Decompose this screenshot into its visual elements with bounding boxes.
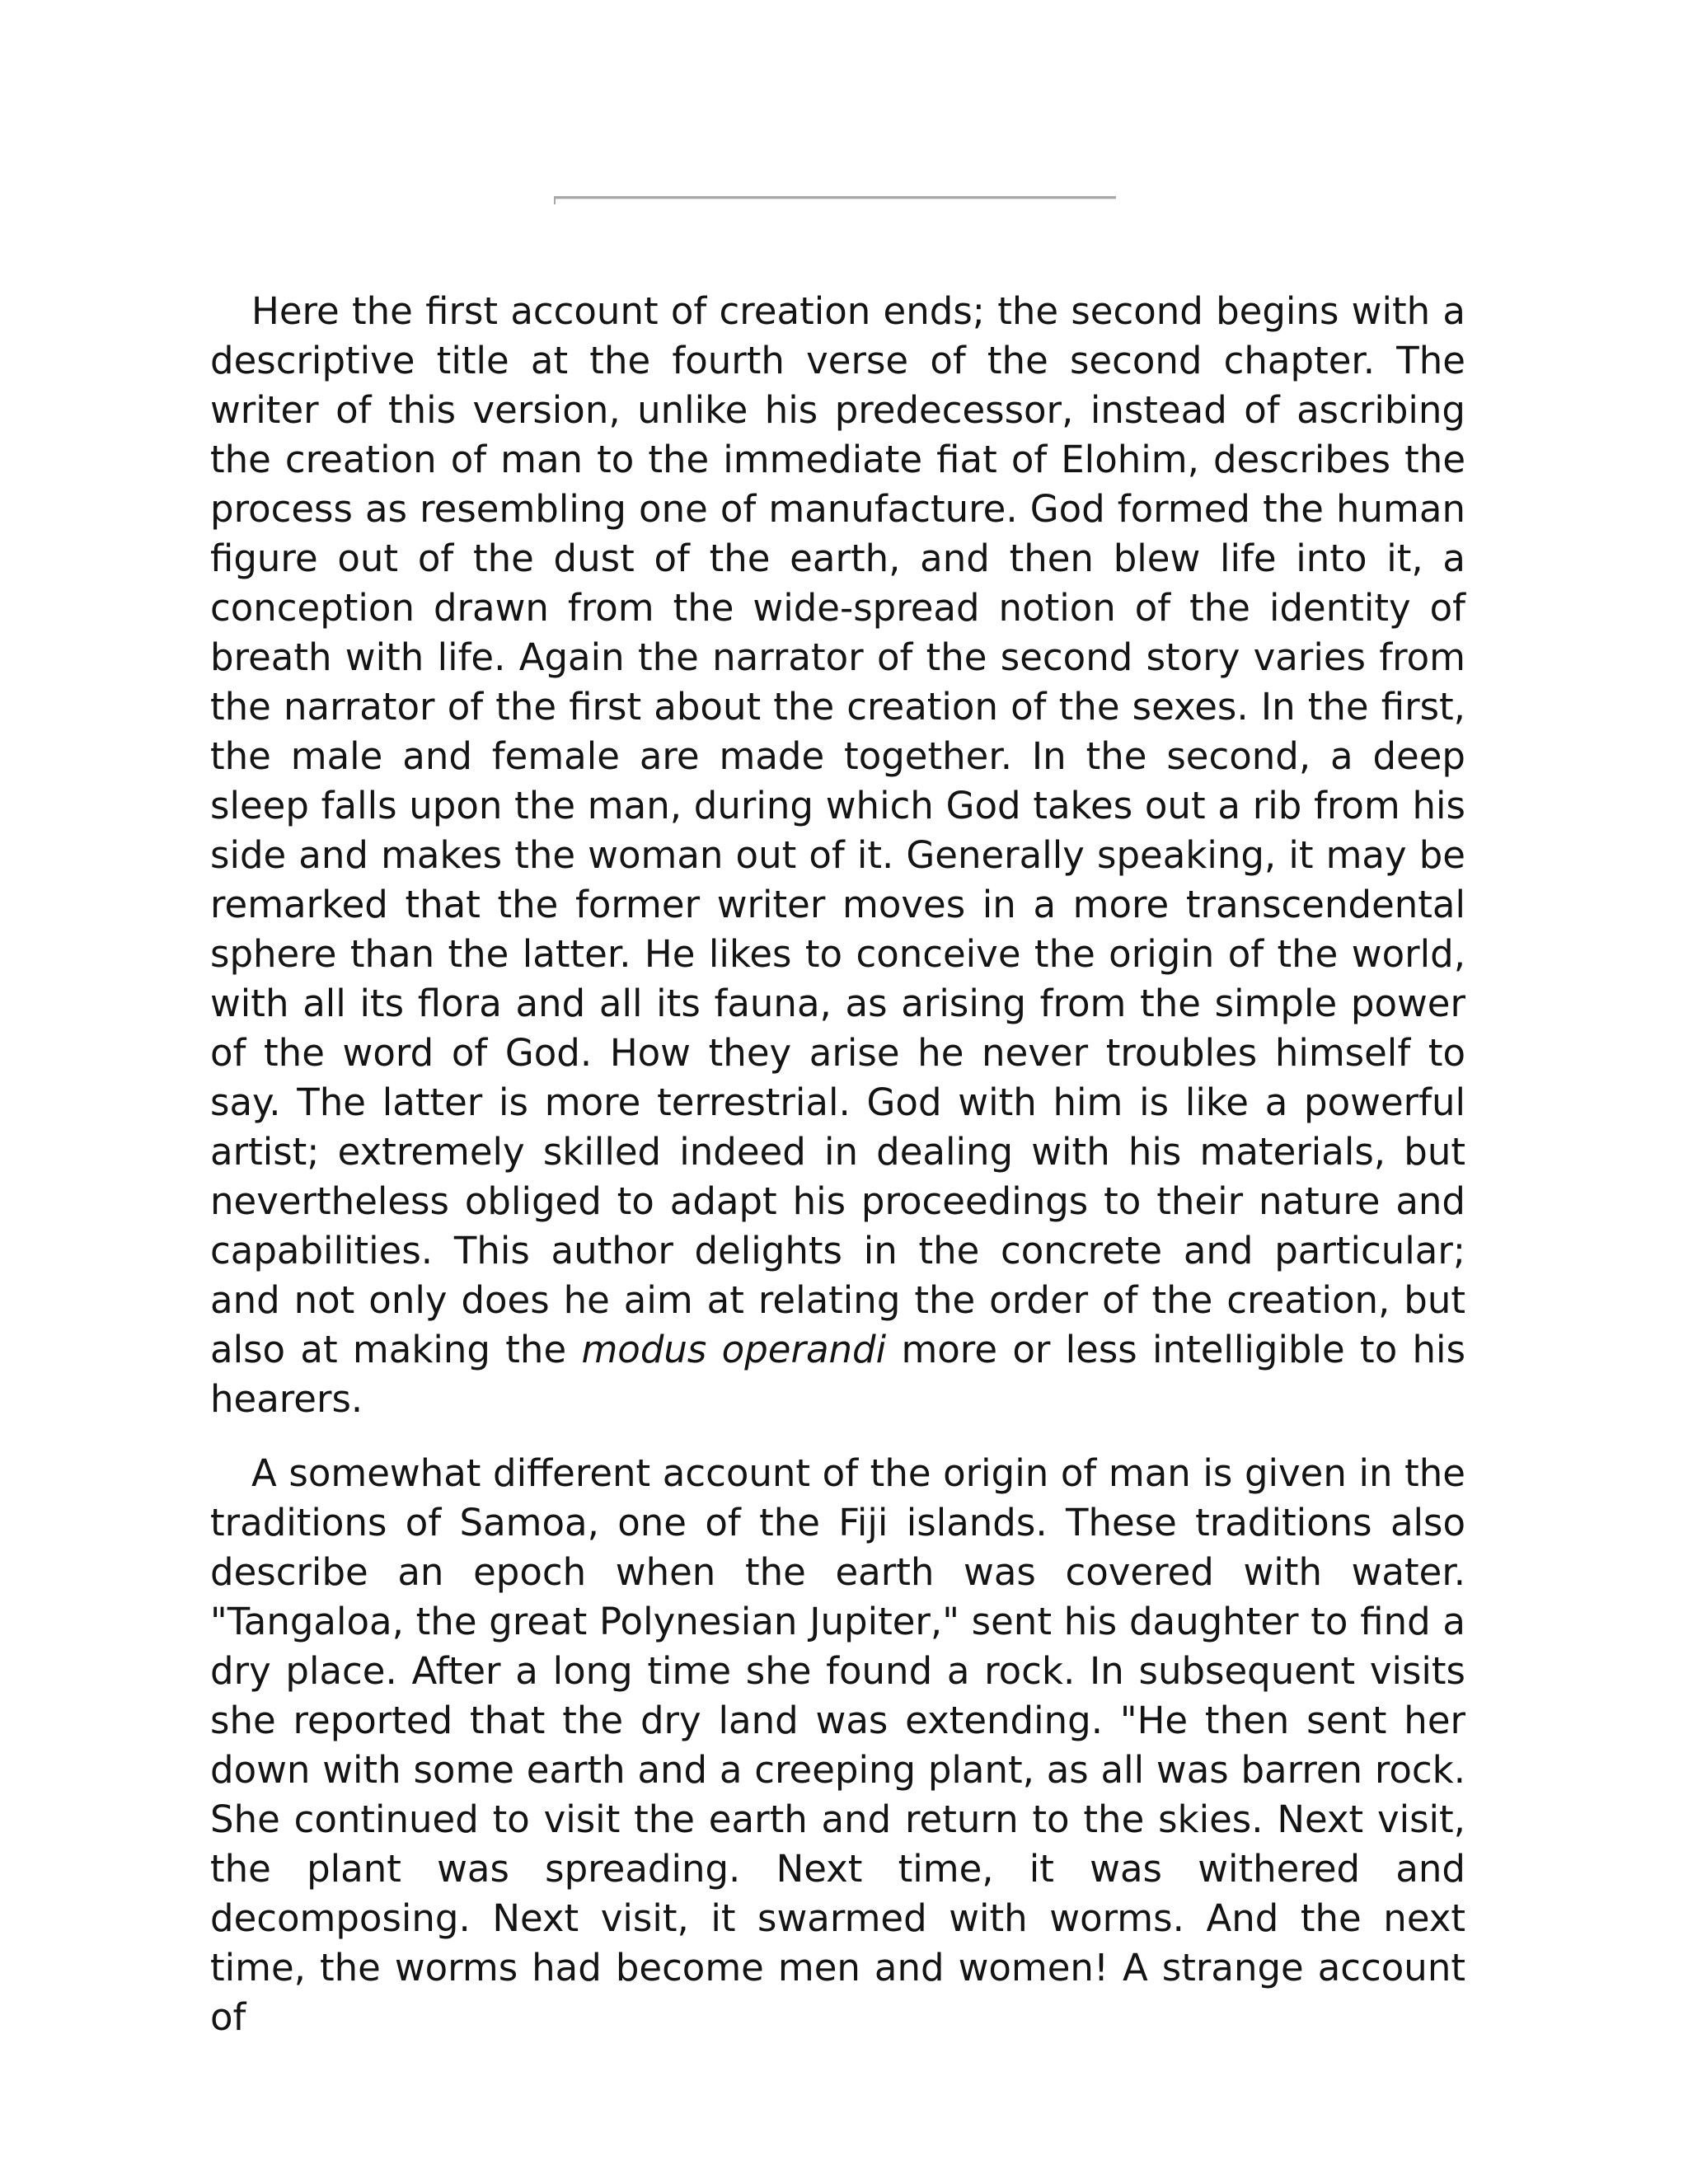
paragraph-samoa-tradition bbox=[210, 1449, 1465, 2042]
paragraph-text: Here the first account of creation ends; the second begins with a descriptive title at the fourth verse of the second chapter. The writer of this version, unlike his predecessor, instead of ascribing the creation of man to the immediate fiat of Elohim, describes the process as resembling one of manufacture. God formed the human figure out of the dust of the earth, and then blew life into it, a conception drawn from the wide-spread notion of the identity of breath with life. Again the narrator of the second story varies from the narrator of the first about the creation of the sexes. In the first, the male and female are made together. In the second, a deep sleep falls upon the man, during which God takes out a rib from his side and makes the woman out of it. Generally speaking, it may be remarked that the former writer moves in a more transcendental sphere than the latter. He likes to conceive the origin of the world, with all its flora and all its fauna, as arising from the simple power of the word of God. How they arise he never troubles himself to say. The latter is more terrestrial. God with him is like a powerful artist; extremely skilled indeed in dealing with his materials, but nevertheless obliged to adapt his proceedings to their nature and capabilities. This author delights in the concrete and particular; and not only does he aim at relating the order of the creation, but also at making the bbox=[210, 289, 1465, 1371]
header-rule bbox=[554, 196, 1116, 199]
paragraph-text: more or less intelligible to his hearers. bbox=[210, 1328, 1466, 1421]
paragraph-creation-accounts bbox=[210, 287, 1465, 1424]
italic-phrase: modus operandi bbox=[581, 1328, 887, 1371]
paragraph-text: A somewhat different account of the origin of man is given in the traditions of Samoa, one of the Fiji islands. These traditions also describe an epoch when the earth was covered with water. "Tangaloa, the great Polynesian Jupiter," sent his daughter to find a dry place. After a long time she found a rock. In subsequent visits she reported that the dry land was extending. "He then sent her down with some earth and a creeping plant, as all was barren rock. She continued to visit the earth and return to the skies. Next visit, the plant was spreading. Next time, it was withered and decomposing. Next visit, it swarmed with worms. And the next time, the worms had become men and women! A strange account of bbox=[210, 1451, 1465, 2039]
body-text bbox=[210, 287, 1465, 2067]
